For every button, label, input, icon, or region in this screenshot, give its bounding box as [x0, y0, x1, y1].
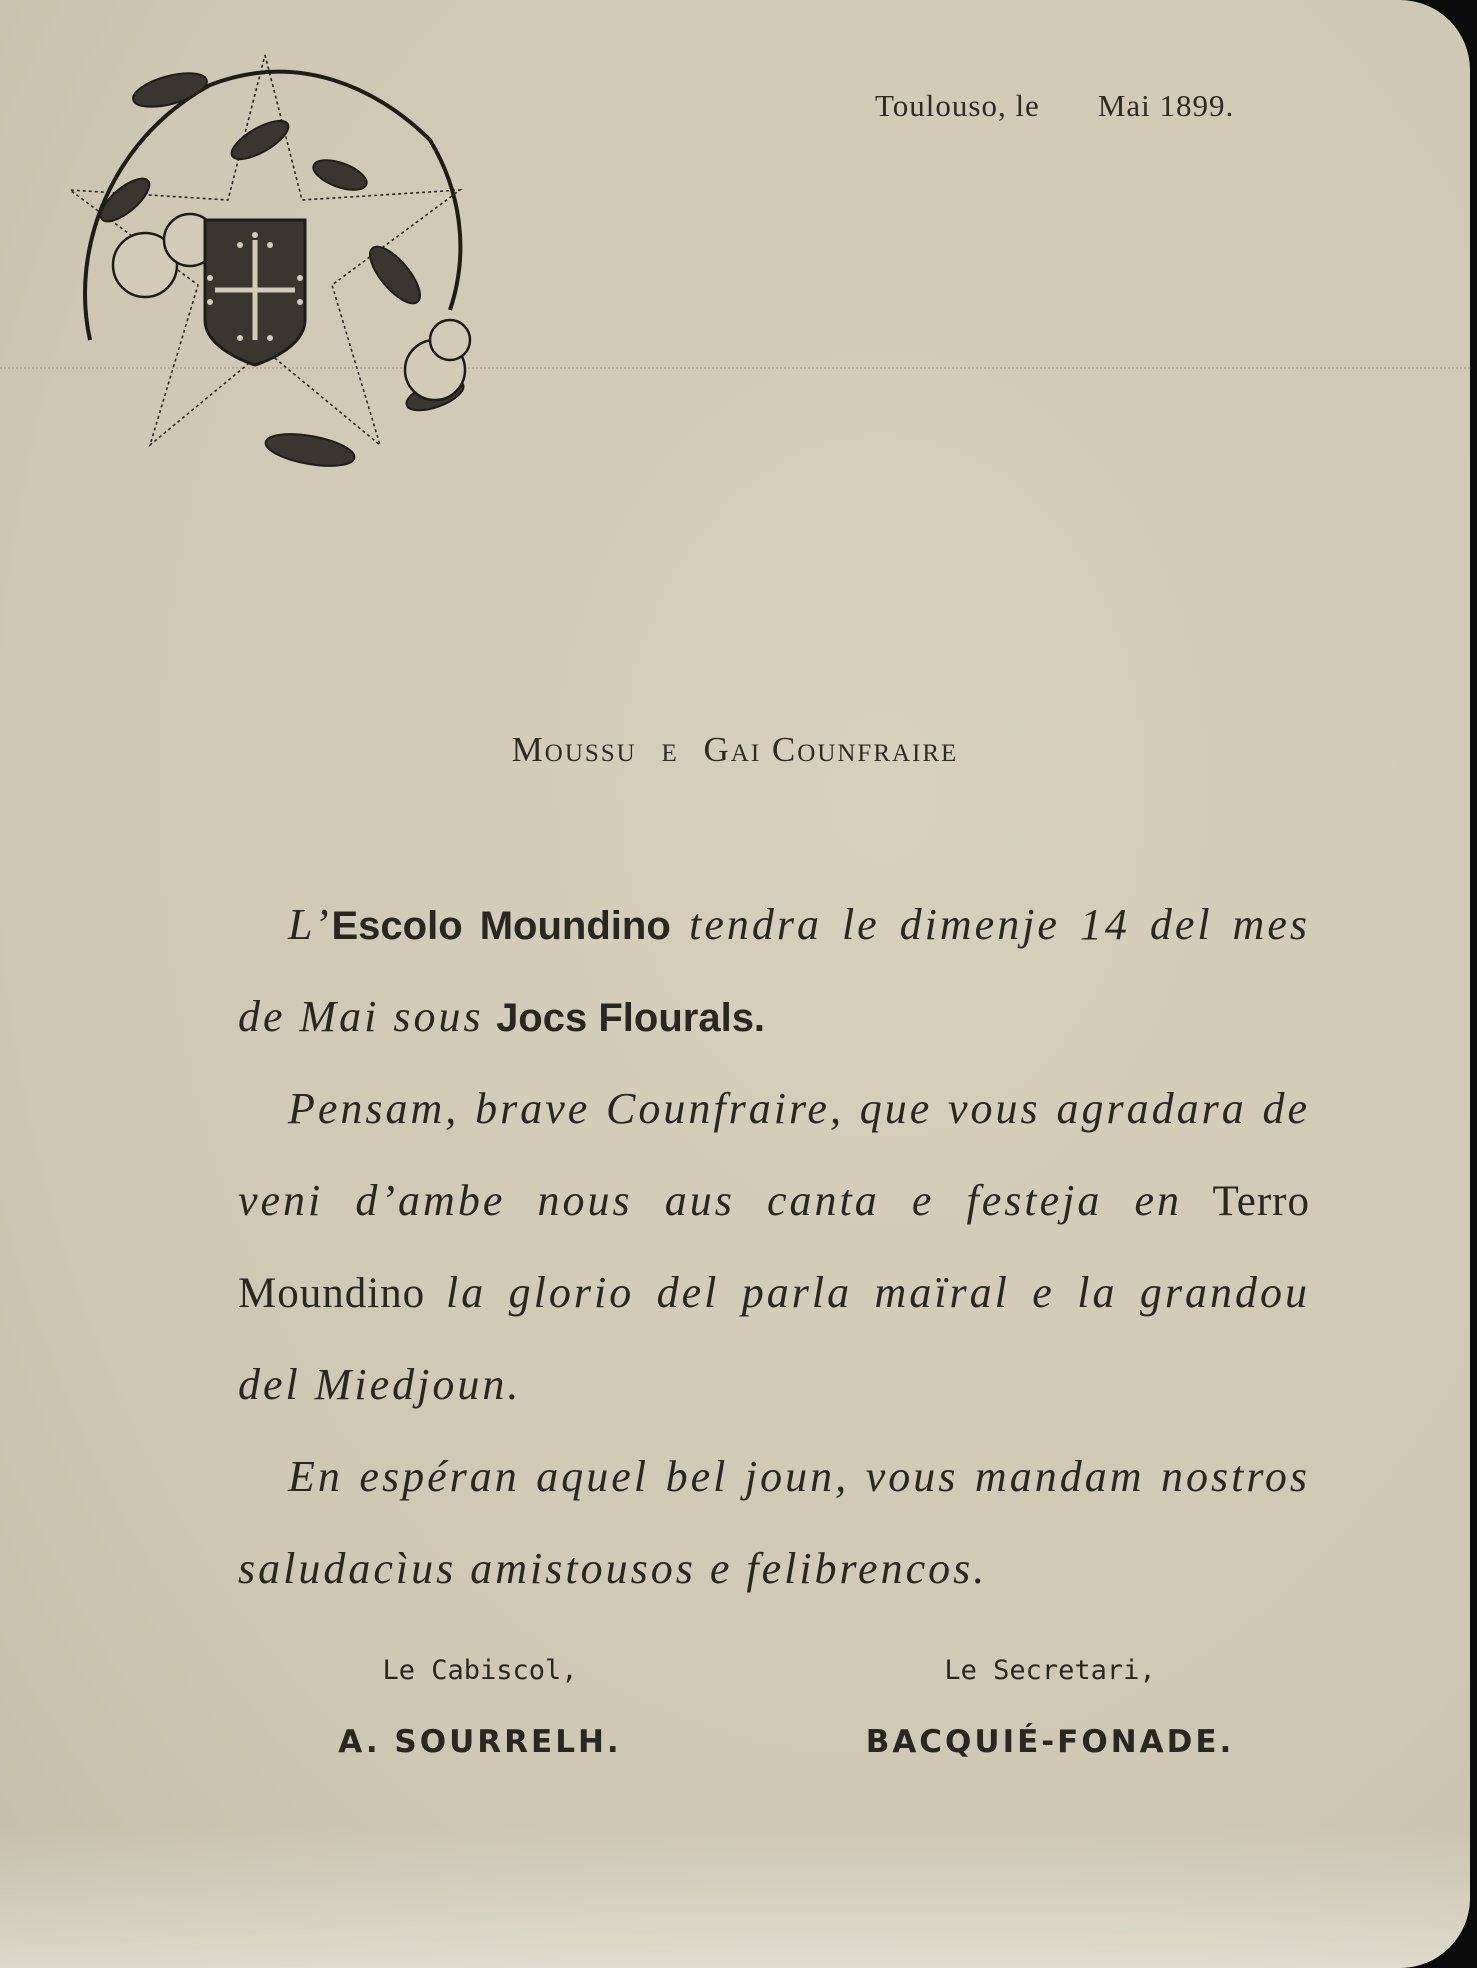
p3-text: En espéran aquel bel joun, vous mandam nostros saludacìus amistousos e felibrencos.: [238, 1452, 1310, 1593]
salutation-word-1: Moussu: [511, 730, 637, 769]
paragraph-3: [238, 1432, 1310, 1616]
salutation: [0, 730, 1470, 770]
paragraph-2: [238, 1064, 1310, 1432]
signature-right-role: Le Secretari,: [944, 1655, 1156, 1686]
salutation-word-3: Gai Counfraire: [703, 730, 959, 769]
p1-text: tendra le dimenje 14 del mes de Mai sous: [238, 900, 1310, 1041]
p2-place: Terro Moundino: [238, 1178, 1310, 1317]
signature-left: [270, 1655, 690, 1760]
p1-event-name: Jocs Flourals.: [496, 996, 766, 1040]
p1-school-name: Escolo Moundino: [331, 904, 671, 948]
signature-left-name: A. SOURRELH.: [338, 1724, 622, 1760]
signature-right-name: BACQUIÉ-FONADE.: [865, 1724, 1235, 1760]
letter-date: [875, 88, 1234, 124]
date-place: Toulouso, le: [875, 88, 1040, 123]
salutation-word-2: e: [661, 730, 679, 769]
date-month-year: Mai 1899.: [1097, 88, 1235, 123]
signature-left-role: Le Cabiscol,: [382, 1655, 578, 1686]
p1-article: L’: [288, 900, 332, 949]
signature-right: [840, 1655, 1260, 1760]
p2-text-1: Pensam, brave Counfraire, que vous agradara de veni d’ambe nous aus canta e festeja en: [238, 1084, 1310, 1225]
p2-text-2: la glorio del parla maïral e la grandou del Miedjoun.: [238, 1268, 1310, 1409]
paragraph-1: [238, 880, 1310, 1064]
page-light-shadow: [0, 1828, 1470, 1968]
letter-body: [238, 880, 1310, 1616]
felibrige-emblem-icon: [50, 50, 510, 490]
